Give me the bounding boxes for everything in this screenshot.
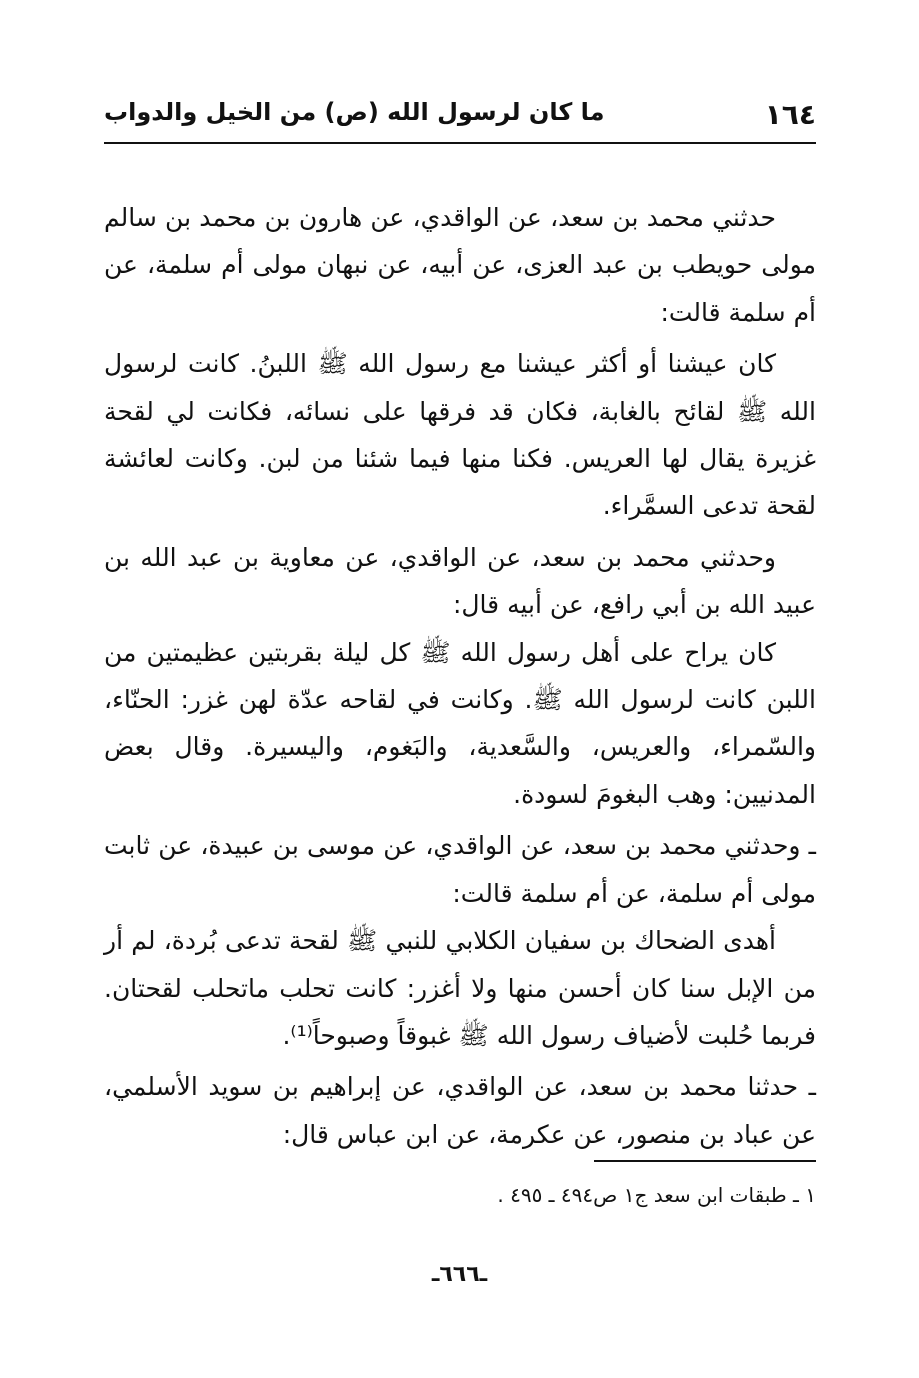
running-title: ما كان لرسول الله (ص) من الخيل والدواب [104,98,605,126]
header-page-number: ١٦٤ [764,98,816,131]
bottom-page-number: ـ٦٦٦ـ [431,1262,488,1287]
paragraph-6: أهدى الضحاك بن سفيان الكلابي للنبي ﷺ لقحة تدعى بُردة، لم أر من الإبل سنا كان أحسن منها ولا أغزر: كانت تحلب ماتحلب لقحتان. فربما حُلبت لأضياف رسول الله ﷺ غبوقاً وصبوحاً⁽¹⁾. [104,926,816,1050]
page-header [104,92,816,140]
paragraph-4: كان يراح على أهل رسول الله ﷺ كل ليلة بقربتين عظيمتين من اللبن كانت لرسول الله ﷺ. وكانت في لقاحه عدّة لهن غزر: الحنّاء، والسّمراء، والعريس، والسَّعدية، والبَغوم، واليسيرة. وقال بعض المدنيين: وهب البغومَ لسودة. [104,637,816,809]
paragraph-5: ـ وحدثني محمد بن سعد، عن الواقدي، عن موسى بن عبيدة، عن ثابت مولى أم سلمة، عن أم سلمة قالت: [104,831,816,908]
paragraph-3: وحدثني محمد بن سعد، عن الواقدي، عن معاوية بن عبد الله بن عبيد الله بن أبي رافع، عن أبيه قال: [104,542,816,620]
paragraph-1: حدثني محمد بن سعد، عن الواقدي، عن هارون بن محمد بن سالم مولى حويطب بن عبد العزى، عن أبيه، عن نبهان مولى أم سلمة، عن أم سلمة قالت: [104,203,816,327]
body-text [104,194,816,1158]
paragraph-2: كان عيشنا أو أكثر عيشنا مع رسول الله ﷺ اللبنُ. كانت لرسول الله ﷺ لقائح بالغابة، فكان قد فرقها على نسائه، فكانت لي لقحة غزيرة يقال لها العريس. فكنا منها فيما شئنا من لبن. وكانت لعائشة لقحة تدعى السمَّراء. [104,349,816,521]
header-rule [104,142,816,144]
footnote: ١ ـ طبقات ابن سعد ج١ ص٤٩٤ ـ ٤٩٥ . [497,1183,816,1207]
footnote-rule [594,1160,816,1162]
paragraph-7: ـ حدثنا محمد بن سعد، عن الواقدي، عن إبراهيم بن سويد الأسلمي، عن عباد بن منصور، عن عكرمة، عن ابن عباس قال: [104,1072,816,1149]
